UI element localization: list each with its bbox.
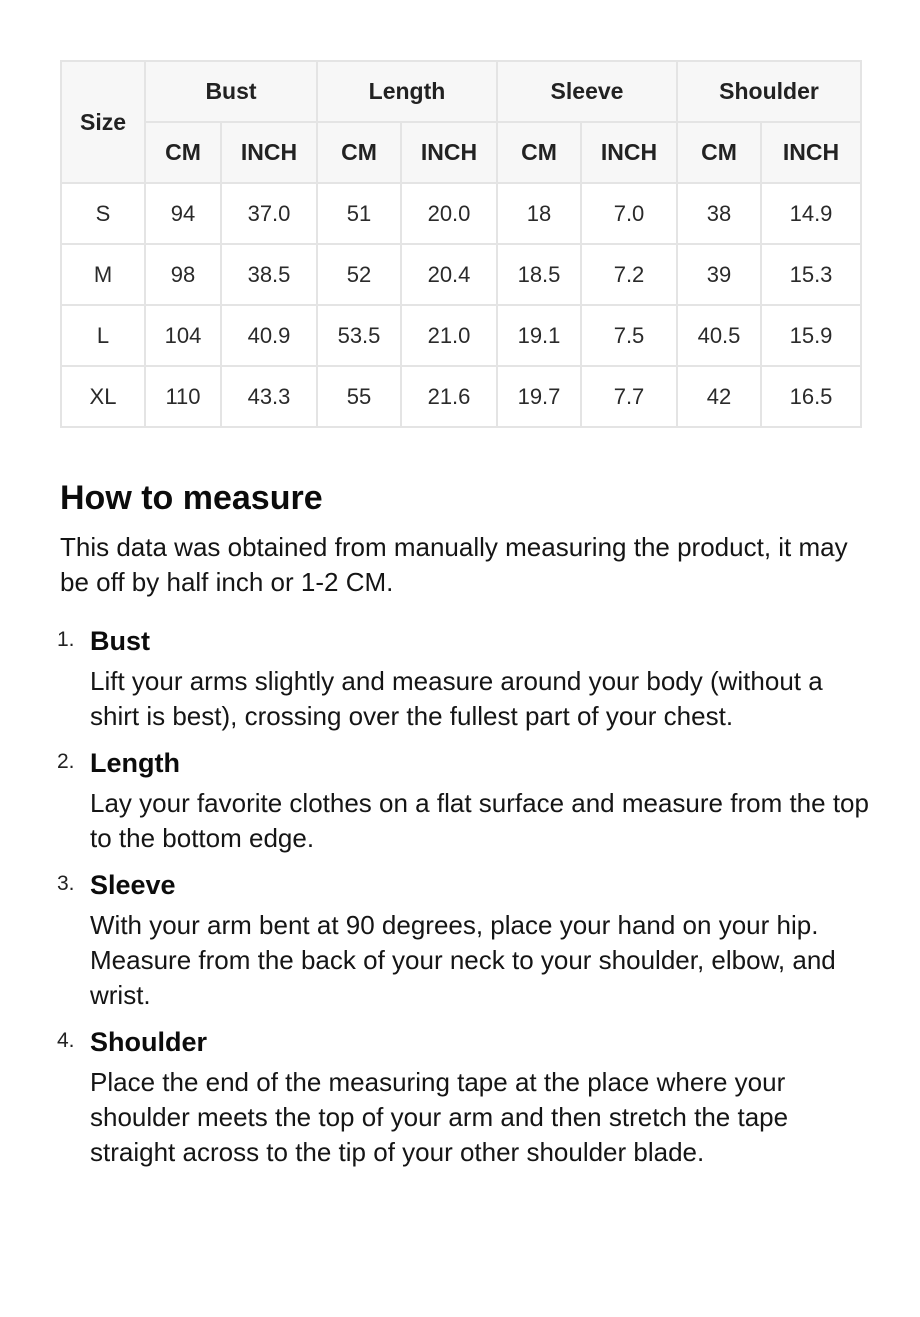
measurement-cell: 39 xyxy=(677,244,761,305)
measurement-cell: 21.0 xyxy=(401,305,497,366)
how-to-measure-title: How to measure xyxy=(60,479,323,517)
measurement-cell: 98 xyxy=(145,244,221,305)
measure-step xyxy=(57,742,869,856)
table-row xyxy=(61,305,861,366)
size-guide xyxy=(57,60,869,1167)
step-title: Bust xyxy=(90,626,150,656)
measure-intro-text: This data was obtained from manually measuring the product, it may be off by half inch or 1-2 CM. xyxy=(60,532,848,597)
measure-step xyxy=(57,864,860,1013)
unit-header: INCH xyxy=(581,122,677,183)
size-cell: S xyxy=(61,183,145,244)
sleeve-group-header: Sleeve xyxy=(497,61,677,122)
size-cell: XL xyxy=(61,366,145,427)
measurement-cell: 40.5 xyxy=(677,305,761,366)
measurement-cell: 7.5 xyxy=(581,305,677,366)
measurement-cell: 19.7 xyxy=(497,366,581,427)
step-number: 2. xyxy=(57,750,75,773)
unit-header: CM xyxy=(145,122,221,183)
size-chart-table xyxy=(60,60,862,428)
step-number: 3. xyxy=(57,872,75,895)
measurement-cell: 42 xyxy=(677,366,761,427)
shoulder-group-header: Shoulder xyxy=(677,61,861,122)
measurement-cell: 38 xyxy=(677,183,761,244)
measurement-cell: 38.5 xyxy=(221,244,317,305)
measurement-cell: 16.5 xyxy=(761,366,861,427)
table-row xyxy=(61,366,861,427)
table-unit-row xyxy=(61,122,861,183)
unit-header: CM xyxy=(317,122,401,183)
step-number: 1. xyxy=(57,628,75,651)
step-title: Sleeve xyxy=(90,870,176,900)
unit-header: CM xyxy=(677,122,761,183)
measurement-cell: 53.5 xyxy=(317,305,401,366)
measure-steps-list xyxy=(57,620,869,1178)
table-row xyxy=(61,183,861,244)
unit-header: CM xyxy=(497,122,581,183)
measurement-cell: 104 xyxy=(145,305,221,366)
measurement-cell: 110 xyxy=(145,366,221,427)
measurement-cell: 40.9 xyxy=(221,305,317,366)
measure-step xyxy=(57,620,860,734)
unit-header: INCH xyxy=(221,122,317,183)
measurement-cell: 15.3 xyxy=(761,244,861,305)
step-title: Shoulder xyxy=(90,1027,208,1057)
measurement-cell: 19.1 xyxy=(497,305,581,366)
step-title: Length xyxy=(90,748,180,778)
measurement-cell: 55 xyxy=(317,366,401,427)
measurement-cell: 52 xyxy=(317,244,401,305)
step-description: Place the end of the measuring tape at the place where your shoulder meets the top of your arm and then stretch the tape straight across to the tip of your other shoulder blade. xyxy=(90,1067,789,1167)
measure-step xyxy=(57,1021,860,1170)
length-group-header: Length xyxy=(317,61,497,122)
measurement-cell: 15.9 xyxy=(761,305,861,366)
measurement-cell: 7.2 xyxy=(581,244,677,305)
size-cell: L xyxy=(61,305,145,366)
unit-header: INCH xyxy=(401,122,497,183)
measurement-cell: 20.0 xyxy=(401,183,497,244)
measurement-cell: 43.3 xyxy=(221,366,317,427)
measurement-cell: 18 xyxy=(497,183,581,244)
table-header-row xyxy=(61,61,861,122)
step-description: With your arm bent at 90 degrees, place your hand on your hip. Measure from the back of your neck to your shoulder, elbow, and wrist. xyxy=(90,910,836,1010)
measurement-cell: 7.0 xyxy=(581,183,677,244)
measurement-cell: 14.9 xyxy=(761,183,861,244)
size-cell: M xyxy=(61,244,145,305)
step-description: Lift your arms slightly and measure around your body (without a shirt is best), crossing over the fullest part of your chest. xyxy=(90,666,823,731)
bust-group-header: Bust xyxy=(145,61,317,122)
measurement-cell: 94 xyxy=(145,183,221,244)
unit-header: INCH xyxy=(761,122,861,183)
measurement-cell: 51 xyxy=(317,183,401,244)
step-number: 4. xyxy=(57,1029,75,1052)
table-row xyxy=(61,244,861,305)
size-column-header: Size xyxy=(61,61,145,183)
measurement-cell: 20.4 xyxy=(401,244,497,305)
measurement-cell: 21.6 xyxy=(401,366,497,427)
step-description: Lay your favorite clothes on a flat surface and measure from the top to the bottom edge. xyxy=(90,788,869,853)
table-body xyxy=(61,183,861,427)
measurement-cell: 7.7 xyxy=(581,366,677,427)
measurement-cell: 18.5 xyxy=(497,244,581,305)
measurement-cell: 37.0 xyxy=(221,183,317,244)
